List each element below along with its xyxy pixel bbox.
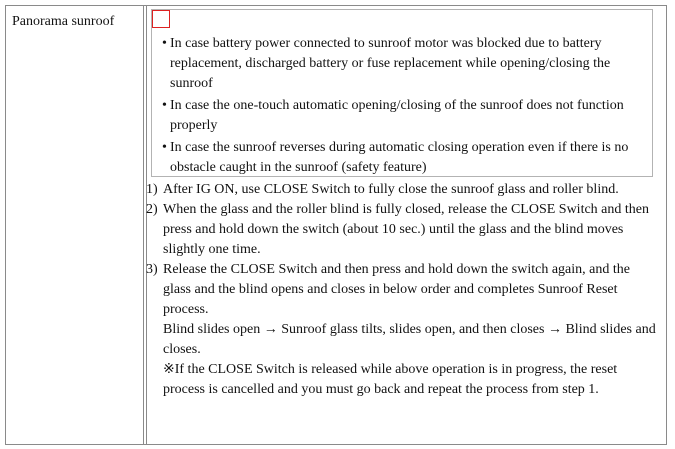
bullet-icon: • [162, 98, 167, 113]
step-text: After IG ON, use CLOSE Switch to fully close the sunroof glass and roller blind. [163, 182, 619, 197]
step-text: Release the CLOSE Switch and then press and hold down the switch again, and the glass and the blind opens and closes in below order and completes Sunroof Reset process. [163, 262, 630, 317]
step-item [146, 200, 658, 260]
step-sequence: Blind slides open → Sunroof glass tilts, slides open, and then closes → Blind slides and closes. [163, 322, 656, 357]
condition-text: In case battery power connected to sunroof motor was blocked due to battery replacement, discharged battery or fuse replacement while opening/closing the sunroof [170, 36, 611, 91]
step-number: 3) [146, 262, 158, 277]
bullet-icon: • [162, 36, 167, 51]
condition-item [162, 34, 650, 94]
row-label: Panorama sunroof [12, 14, 115, 29]
column-divider [143, 6, 144, 444]
bullet-icon: • [162, 140, 167, 155]
condition-item [162, 96, 650, 136]
condition-item [162, 138, 650, 178]
step-item [146, 180, 658, 200]
reset-steps [146, 180, 658, 400]
condition-text: In case the one-touch automatic opening/closing of the sunroof does not function properly [170, 98, 624, 133]
step-number: 1) [146, 182, 158, 197]
caution-icon [152, 10, 170, 28]
conditions-list [162, 34, 650, 180]
condition-text: In case the sunroof reverses during automatic closing operation even if there is no obstacle caught in the sunroof (safety feature) [170, 140, 629, 175]
step-note: ※If the CLOSE Switch is released while above operation is in progress, the reset process is cancelled and you must go back and repeat the process from step 1. [163, 362, 618, 397]
step-item [146, 260, 658, 400]
step-text: When the glass and the roller blind is fully closed, release the CLOSE Switch and then press and hold down the switch (about 10 sec.) until the glass and the blind moves slightly one time. [163, 202, 649, 257]
conditions-box [151, 9, 653, 177]
step-number: 2) [146, 202, 158, 217]
